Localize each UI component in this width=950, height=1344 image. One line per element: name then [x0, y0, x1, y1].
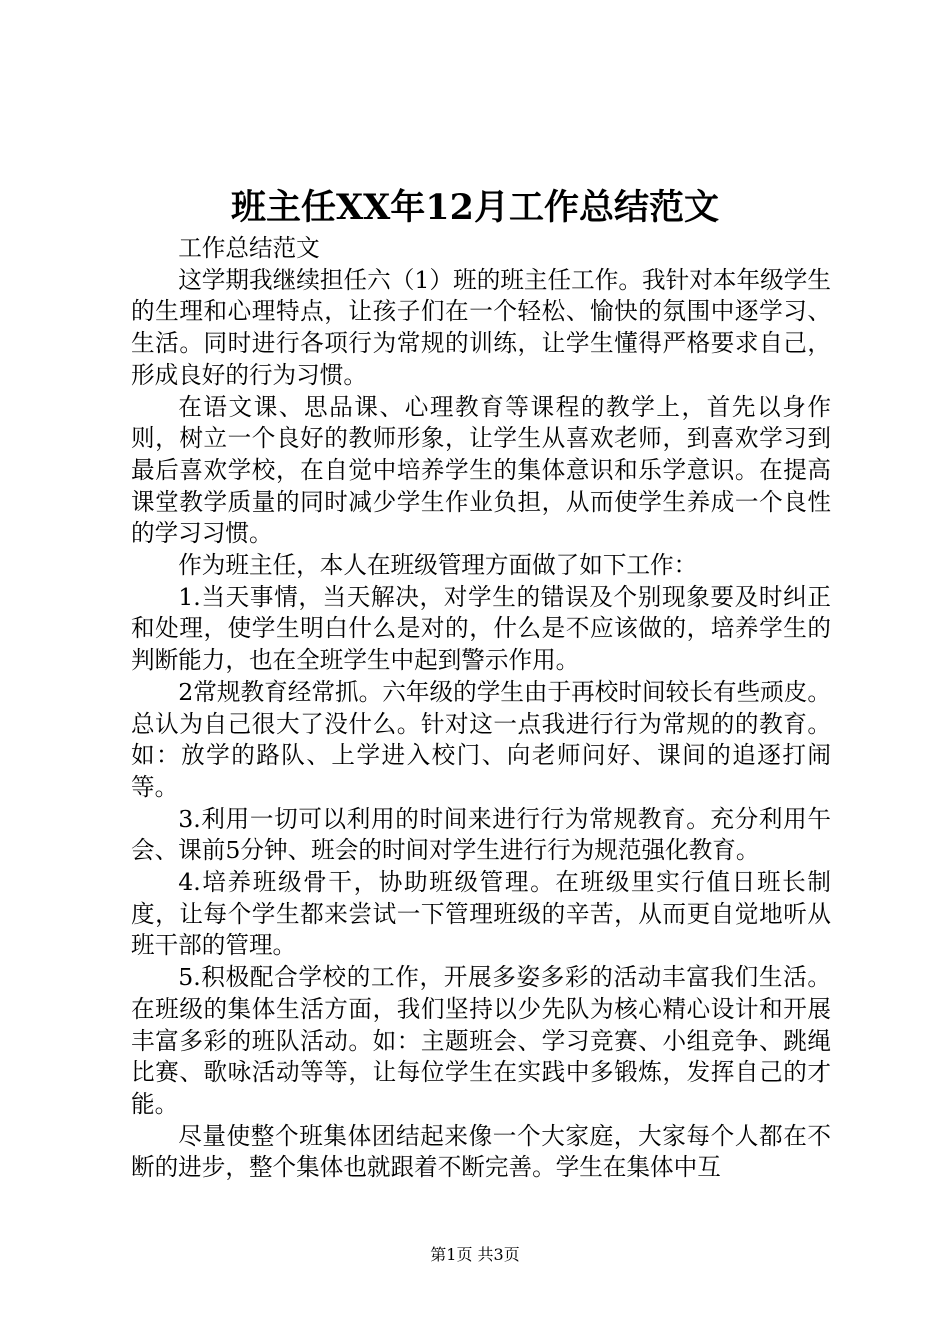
list-paragraph: 5.积极配合学校的工作，开展多姿多彩的活动丰富我们生活。在班级的集体生活方面，我们坚持以少先队为核心精心设计和开展丰富多彩的班队活动。如：主题班会、学习竞赛、小组竞争、跳绳比赛、歌咏活动等等，让每位学生在实践中多锻炼，发挥自己的才能。	[131, 963, 831, 1118]
paragraph: 尽量使整个班集体团结起来像一个大家庭，大家每个人都在不断的进步，整个集体也就跟着不断完善。学生在集体中互	[131, 1121, 831, 1182]
list-paragraph: 2常规教育经常抓。六年级的学生由于再校时间较长有些顽皮。总认为自己很大了没什么。针对这一点我进行行为常规的的教育。如：放学的路队、上学进入校门、向老师问好、课间的追逐打闹等。	[131, 677, 831, 801]
document-title: 班主任XX年12月工作总结范文	[230, 187, 720, 228]
paragraph: 在语文课、思品课、心理教育等课程的教学上，首先以身作则，树立一个良好的教师形象，让学生从喜欢老师，到喜欢学习到最后喜欢学校，在自觉中培养学生的集体意识和乐学意识。在提高课堂教学质量的同时减少学生作业负担，从而使学生养成一个良性的学习习惯。	[131, 392, 831, 548]
document-body	[131, 233, 831, 1184]
paragraph-heading: 工作总结范文	[178, 234, 320, 262]
page-number-footer: 第1页 共3页	[430, 1245, 520, 1264]
paragraph: 作为班主任，本人在班级管理方面做了如下工作：	[178, 551, 698, 580]
list-paragraph: 1.当天事情，当天解决，对学生的错误及个别现象要及时纠正和处理，使学生明白什么是对的，什么是不应该做的，培养学生的判断能力，也在全班学生中起到警示作用。	[131, 582, 831, 675]
paragraph: 这学期我继续担任六（1）班的班主任工作。我针对本年级学生的生理和心理特点，让孩子们在一个轻松、愉快的氛围中逐学习、生活。同时进行各项行为常规的训练，让学生懂得严格要求自己，形成良好的行为习惯。	[131, 265, 831, 389]
list-paragraph: 4.培养班级骨干，协助班级管理。在班级里实行值日班长制度，让每个学生都来尝试一下管理班级的辛苦，从而更自觉地听从班干部的管理。	[131, 868, 831, 960]
list-paragraph: 3.利用一切可以利用的时间来进行行为常规教育。充分利用午会、课前5分钟、班会的时间对学生进行行为规范强化教育。	[131, 804, 831, 865]
